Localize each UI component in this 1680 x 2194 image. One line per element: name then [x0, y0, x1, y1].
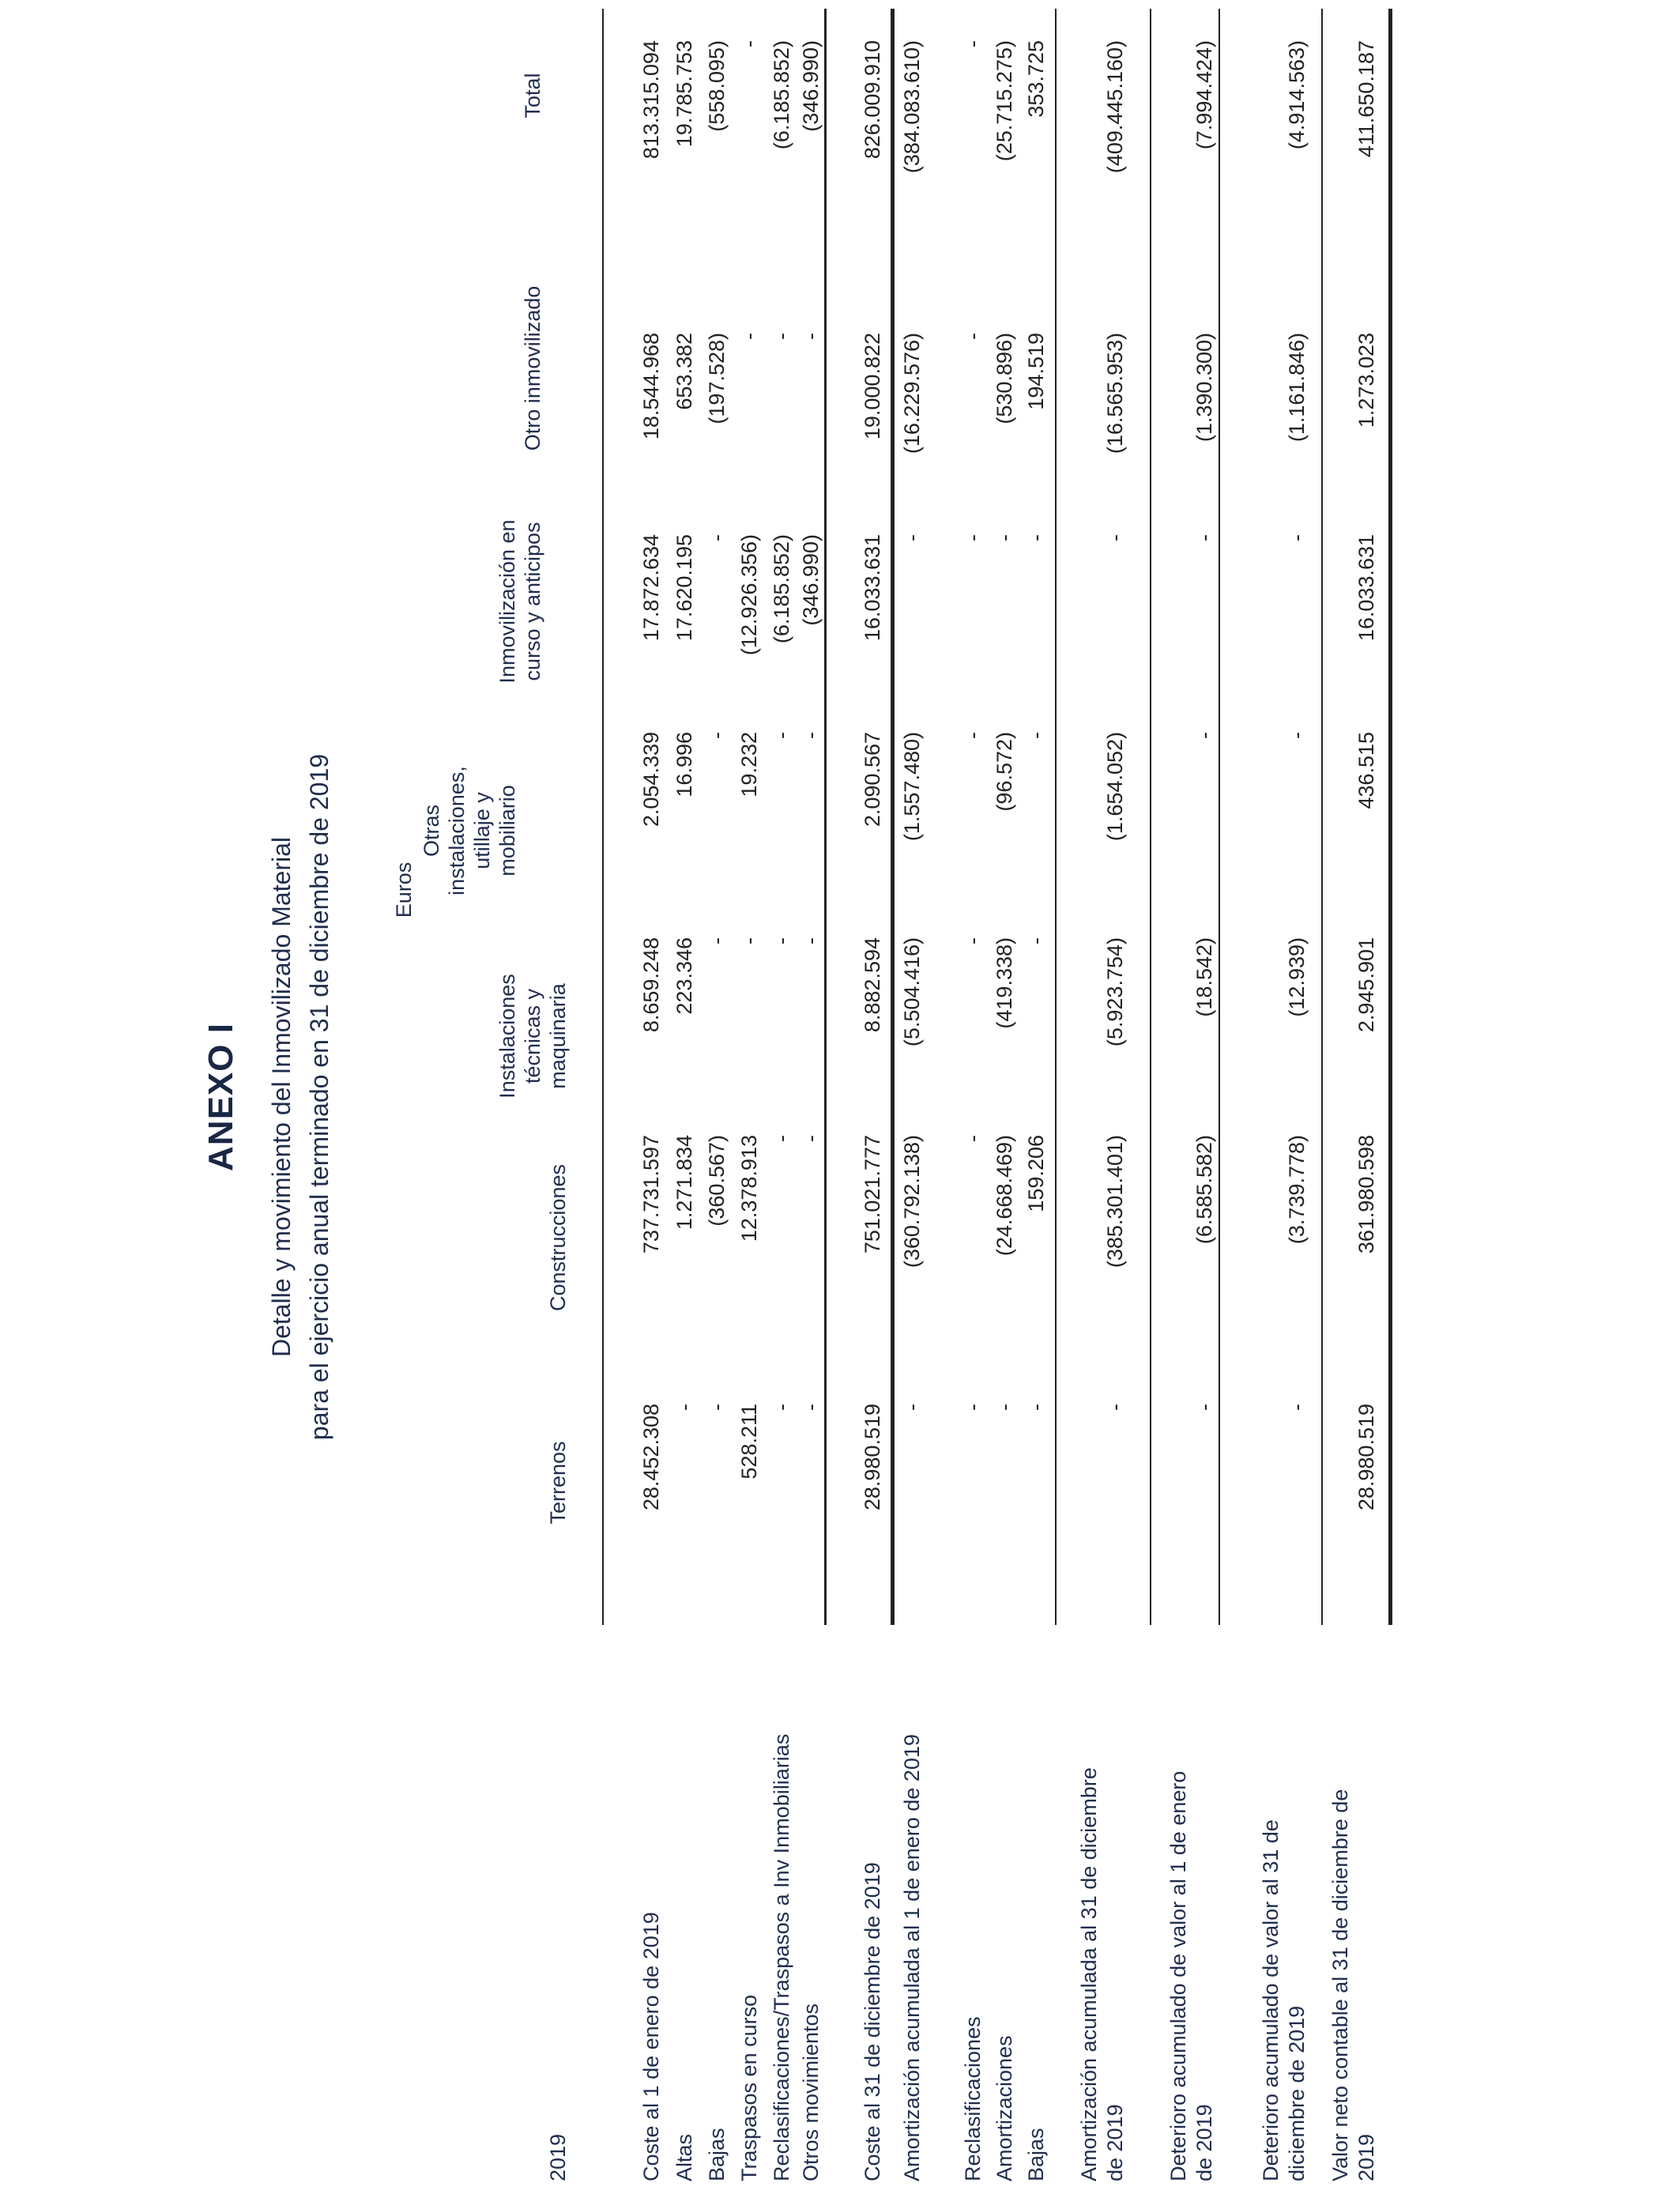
- impairment-january-rule: [1219, 9, 1220, 1625]
- table-cell: (6.185.852): [770, 534, 793, 644]
- table-cell: -: [961, 1404, 985, 1411]
- table-cell: (5.923.754): [1103, 937, 1127, 1047]
- table-cell: (7.994.424): [1192, 40, 1216, 150]
- annex-subtitle-line-2: para el ejercicio anual terminado en 31 de diciembre de 2019: [305, 753, 333, 1441]
- table-cell: (16.229.576): [900, 333, 924, 454]
- row-label: Otros movimientos: [799, 2003, 823, 2181]
- table-cell: -: [737, 937, 761, 944]
- table-cell: -: [737, 333, 761, 340]
- table-cell: -: [799, 1404, 823, 1411]
- table-cell: (6.585.582): [1192, 1135, 1216, 1245]
- table-cell: 16.996: [672, 732, 696, 797]
- table-cell: 16.033.631: [1354, 534, 1378, 642]
- table-cell: 826.009.910: [861, 40, 884, 160]
- table-cell: -: [900, 534, 924, 541]
- table-cell: (530.896): [993, 333, 1016, 424]
- table-cell: 8.659.248: [639, 937, 663, 1033]
- row-label: Amortizaciones: [993, 2035, 1016, 2181]
- accumulated-amortization-rule: [1150, 9, 1151, 1625]
- table-cell: (1.654.052): [1103, 732, 1127, 842]
- year-header: 2019: [546, 2133, 570, 2181]
- table-cell: (419.338): [993, 937, 1016, 1029]
- table-cell: 28.980.519: [861, 1404, 884, 1511]
- table-cell: -: [770, 732, 793, 739]
- table-cell: (346.990): [799, 40, 823, 132]
- table-cell: -: [1024, 1404, 1048, 1411]
- table-cell: -: [672, 1404, 696, 1411]
- table-cell: 19.785.753: [672, 40, 696, 148]
- table-cell: -: [770, 1135, 793, 1142]
- cost-total-rule: [891, 9, 895, 1625]
- table-cell: -: [705, 534, 729, 541]
- annex-subtitle-line-1: Detalle y movimiento del Inmovilizado Material: [267, 836, 296, 1358]
- table-cell: (18.542): [1192, 937, 1216, 1017]
- table-cell: (12.926.356): [737, 534, 761, 656]
- table-cell: -: [1285, 1404, 1309, 1411]
- table-cell: (346.990): [799, 534, 823, 626]
- table-cell: (16.565.953): [1103, 333, 1127, 454]
- table-cell: 436.515: [1354, 732, 1378, 809]
- column-header-terrenos: Terrenos: [546, 1441, 570, 1525]
- table-cell: 1.271.834: [672, 1135, 696, 1231]
- table-cell: -: [1103, 534, 1127, 541]
- table-cell: 223.346: [672, 937, 696, 1015]
- table-cell: (3.739.778): [1285, 1135, 1309, 1245]
- table-cell: 19.232: [737, 732, 761, 797]
- table-cell: (197.528): [705, 333, 729, 424]
- table-cell: -: [1024, 534, 1048, 541]
- table-cell: -: [737, 40, 761, 47]
- column-header-inmovilizacion-en-curso: Inmovilización en curso y anticipos: [495, 519, 544, 684]
- amortization-rule: [1055, 9, 1057, 1625]
- table-cell: 2.054.339: [639, 732, 663, 827]
- table-cell: (6.185.852): [770, 40, 793, 150]
- row-label: Amortización acumulada al 31 de diciembre de 2019: [1077, 1767, 1127, 2181]
- table-cell: (12.939): [1285, 937, 1309, 1017]
- table-cell: -: [993, 1404, 1016, 1411]
- table-cell: -: [705, 732, 729, 739]
- table-cell: 528.211: [737, 1404, 761, 1480]
- header-rule: [602, 9, 604, 1625]
- table-cell: 194.519: [1024, 333, 1048, 410]
- table-cell: -: [770, 1404, 793, 1411]
- table-cell: -: [705, 1404, 729, 1411]
- table-cell: -: [1192, 1404, 1216, 1411]
- table-cell: -: [770, 937, 793, 944]
- table-cell: 8.882.594: [861, 937, 884, 1033]
- table-cell: (360.792.138): [900, 1135, 924, 1269]
- subtotal-rule: [824, 9, 827, 1625]
- row-label: Traspasos en curso: [737, 1994, 761, 2181]
- table-cell: (24.668.469): [993, 1135, 1016, 1257]
- column-header-total: Total: [521, 73, 544, 119]
- table-cell: (4.914.563): [1285, 40, 1309, 150]
- table-cell: -: [1285, 534, 1309, 541]
- table-cell: 2.090.567: [861, 732, 884, 827]
- row-label: Altas: [672, 2133, 696, 2181]
- table-cell: 28.452.308: [639, 1404, 663, 1511]
- table-cell: -: [961, 732, 985, 739]
- table-cell: 18.544.968: [639, 333, 663, 440]
- table-cell: -: [799, 333, 823, 340]
- row-label: Coste al 1 de enero de 2019: [639, 1912, 663, 2181]
- table-cell: 411.650.187: [1354, 40, 1378, 158]
- table-cell: (1.161.846): [1285, 333, 1309, 443]
- table-cell: -: [961, 40, 985, 47]
- net-book-value-rule: [1388, 9, 1392, 1625]
- column-header-construcciones: Construcciones: [546, 1163, 570, 1312]
- table-cell: (96.572): [993, 732, 1016, 812]
- table-cell: 19.000.822: [861, 333, 884, 440]
- table-cell: -: [961, 1135, 985, 1142]
- table-cell: -: [1192, 732, 1216, 739]
- table-cell: -: [799, 732, 823, 739]
- table-cell: 17.620.195: [672, 534, 696, 642]
- currency-header: Euros: [392, 861, 416, 918]
- table-cell: -: [961, 534, 985, 541]
- table-cell: -: [900, 1404, 924, 1411]
- table-cell: 737.731.597: [639, 1135, 663, 1254]
- row-label: Coste al 31 de diciembre de 2019: [861, 1862, 884, 2181]
- row-label: Valor neto contable al 31 de diciembre de 2019: [1328, 1789, 1378, 2181]
- table-cell: -: [1024, 937, 1048, 944]
- table-cell: -: [1024, 732, 1048, 739]
- table-cell: 16.033.631: [861, 534, 884, 642]
- row-label: Amortización acumulada al 1 de enero de 2019: [900, 1734, 924, 2181]
- table-cell: 653.382: [672, 333, 696, 410]
- table-cell: 12.378.913: [737, 1135, 761, 1242]
- table-cell: (5.504.416): [900, 937, 924, 1047]
- table-cell: 2.945.901: [1354, 937, 1378, 1033]
- table-cell: -: [799, 1135, 823, 1142]
- table-cell: 1.273.023: [1354, 333, 1378, 428]
- row-label: Reclasificaciones/Traspasos a Inv Inmobiliarias: [770, 1733, 793, 2181]
- table-cell: 17.872.634: [639, 534, 663, 642]
- table-cell: (1.390.300): [1192, 333, 1216, 443]
- table-cell: (384.083.610): [900, 40, 924, 174]
- table-cell: -: [770, 333, 793, 340]
- table-cell: (558.095): [705, 40, 729, 132]
- annex-title: ANEXO I: [202, 1023, 240, 1171]
- table-cell: -: [993, 534, 1016, 541]
- row-label: Bajas: [1024, 2128, 1048, 2181]
- table-cell: (385.301.401): [1103, 1135, 1127, 1269]
- table-cell: -: [961, 333, 985, 340]
- table-cell: 751.021.777: [861, 1135, 884, 1254]
- table-cell: (25.715.275): [993, 40, 1016, 162]
- table-cell: -: [961, 937, 985, 944]
- table-cell: 353.725: [1024, 40, 1048, 118]
- table-cell: -: [705, 937, 729, 944]
- table-cell: -: [1285, 732, 1309, 739]
- row-label: Bajas: [705, 2128, 729, 2181]
- table-cell: (1.557.480): [900, 732, 924, 842]
- row-label: Reclasificaciones: [961, 2016, 985, 2181]
- column-header-instalaciones-tecnicas: Instalaciones técnicas y maquinaria: [495, 974, 570, 1099]
- row-label: Deterioro acumulado de valor al 31 de diciembre de 2019: [1259, 1819, 1309, 2181]
- impairment-december-rule: [1321, 9, 1323, 1625]
- table-cell: (409.445.160): [1103, 40, 1127, 174]
- table-cell: 159.206: [1024, 1135, 1048, 1212]
- column-header-otro-inmovilizado: Otro inmovilizado: [521, 285, 544, 451]
- table-cell: 361.980.598: [1354, 1135, 1378, 1254]
- table-cell: 813.315.094: [639, 40, 663, 160]
- column-header-otras-instalaciones: Otras instalaciones, utillaje y mobiliario: [420, 766, 519, 895]
- table-cell: -: [799, 937, 823, 944]
- table-cell: 28.980.519: [1354, 1404, 1378, 1511]
- table-cell: (360.567): [705, 1135, 729, 1227]
- table-cell: -: [1103, 1404, 1127, 1411]
- table-cell: -: [1192, 534, 1216, 541]
- row-label: Deterioro acumulado de valor al 1 de enero de 2019: [1166, 1770, 1216, 2181]
